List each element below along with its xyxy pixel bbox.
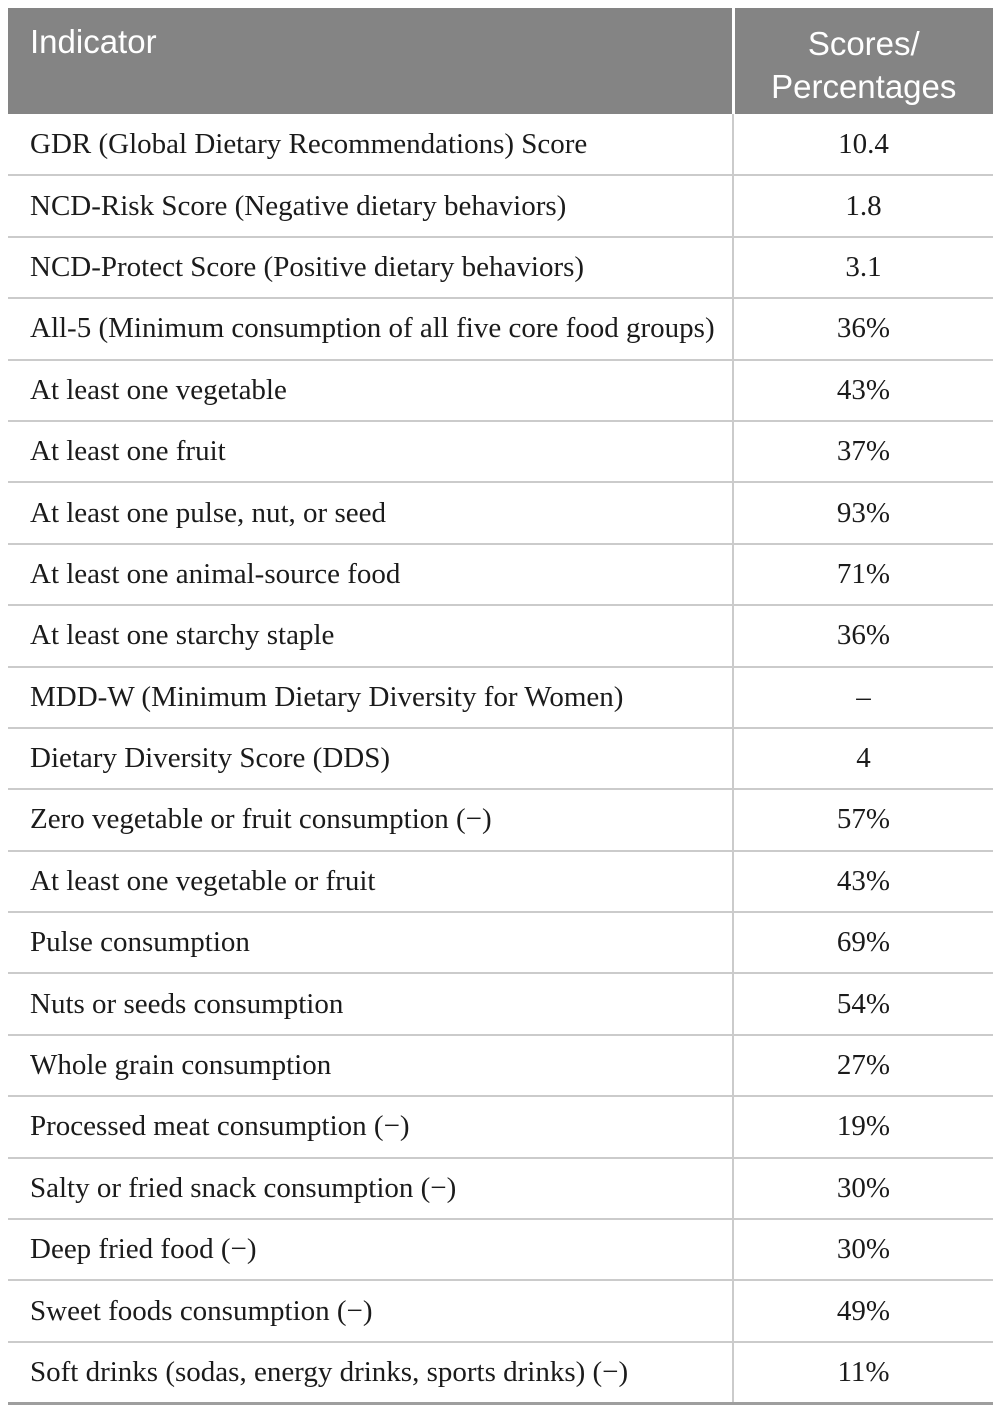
header-row bbox=[8, 8, 993, 114]
table-row bbox=[8, 1096, 993, 1157]
value-cell: 49% bbox=[733, 1280, 993, 1341]
value-cell: 30% bbox=[733, 1219, 993, 1280]
table-row bbox=[8, 175, 993, 236]
indicator-cell: At least one animal-source food bbox=[8, 544, 733, 605]
value-cell: 36% bbox=[733, 298, 993, 359]
indicator-cell: NCD-Risk Score (Negative dietary behaviors) bbox=[8, 175, 733, 236]
table-row bbox=[8, 298, 993, 359]
value-cell: – bbox=[733, 667, 993, 728]
column-header-scores-percentages bbox=[733, 8, 993, 114]
table-row bbox=[8, 237, 993, 298]
table-body bbox=[8, 114, 993, 1403]
table-row bbox=[8, 360, 993, 421]
table-row bbox=[8, 1158, 993, 1219]
header-scores-line2: Percentages bbox=[771, 67, 957, 105]
value-cell: 3.1 bbox=[733, 237, 993, 298]
indicator-cell: GDR (Global Dietary Recommendations) Score bbox=[30, 127, 588, 160]
value-cell: 69% bbox=[733, 912, 993, 973]
table-row bbox=[8, 421, 993, 482]
header-scores-line1: Scores/ bbox=[807, 25, 920, 62]
table-row bbox=[8, 1342, 993, 1403]
value-cell: 30% bbox=[733, 1158, 993, 1219]
indicator-cell: Salty or fried snack consumption (−) bbox=[8, 1158, 733, 1219]
table-row bbox=[8, 667, 993, 728]
indicator-cell: Sweet foods consumption (−) bbox=[8, 1280, 733, 1341]
table-row bbox=[8, 114, 993, 175]
value-cell: 19% bbox=[733, 1096, 993, 1157]
indicator-cell: NCD-Protect Score (Positive dietary behaviors) bbox=[8, 237, 733, 298]
value-cell: 43% bbox=[733, 851, 993, 912]
indicator-cell: Zero vegetable or fruit consumption (−) bbox=[8, 789, 733, 850]
indicator-cell: MDD-W (Minimum Dietary Diversity for Women) bbox=[8, 667, 733, 728]
value-cell: 93% bbox=[733, 482, 993, 543]
table-row bbox=[8, 973, 993, 1034]
value-cell: 36% bbox=[733, 605, 993, 666]
table-row bbox=[8, 1035, 993, 1096]
value-cell: 10.4 bbox=[733, 114, 993, 175]
table-row bbox=[8, 544, 993, 605]
table-header bbox=[8, 8, 993, 114]
table-row bbox=[8, 789, 993, 850]
indicator-cell: All-5 (Minimum consumption of all five core food groups) bbox=[8, 298, 733, 359]
indicator-cell: At least one fruit bbox=[8, 421, 733, 482]
value-cell: 37% bbox=[733, 421, 993, 482]
value-cell: 11% bbox=[733, 1342, 993, 1403]
indicator-cell: At least one pulse, nut, or seed bbox=[8, 482, 733, 543]
value-cell: 1.8 bbox=[733, 175, 993, 236]
table-row bbox=[8, 728, 993, 789]
indicator-cell: At least one vegetable or fruit bbox=[8, 851, 733, 912]
indicator-cell: Deep fried food (−) bbox=[8, 1219, 733, 1280]
table-row bbox=[8, 851, 993, 912]
value-cell: 71% bbox=[733, 544, 993, 605]
indicator-cell: At least one starchy staple bbox=[8, 605, 733, 666]
indicator-cell: Dietary Diversity Score (DDS) bbox=[8, 728, 733, 789]
indicator-cell: Soft drinks (sodas, energy drinks, sports drinks) (−) bbox=[8, 1342, 733, 1403]
indicator-cell: At least one vegetable bbox=[8, 360, 733, 421]
table-row bbox=[8, 482, 993, 543]
table-row bbox=[8, 1280, 993, 1341]
indicators-table bbox=[8, 8, 993, 1405]
value-cell: 54% bbox=[733, 973, 993, 1034]
table-row bbox=[8, 912, 993, 973]
indicator-cell: Nuts or seeds consumption bbox=[8, 973, 733, 1034]
value-cell: 57% bbox=[733, 789, 993, 850]
column-header-indicator: Indicator bbox=[8, 8, 733, 114]
table-row bbox=[8, 1219, 993, 1280]
indicators-table-container bbox=[8, 8, 993, 1405]
indicator-cell: Whole grain consumption bbox=[8, 1035, 733, 1096]
indicator-cell: Pulse consumption bbox=[8, 912, 733, 973]
table-row bbox=[8, 605, 993, 666]
value-cell: 4 bbox=[733, 728, 993, 789]
value-cell: 43% bbox=[733, 360, 993, 421]
value-cell: 27% bbox=[733, 1035, 993, 1096]
indicator-cell: Processed meat consumption (−) bbox=[8, 1096, 733, 1157]
